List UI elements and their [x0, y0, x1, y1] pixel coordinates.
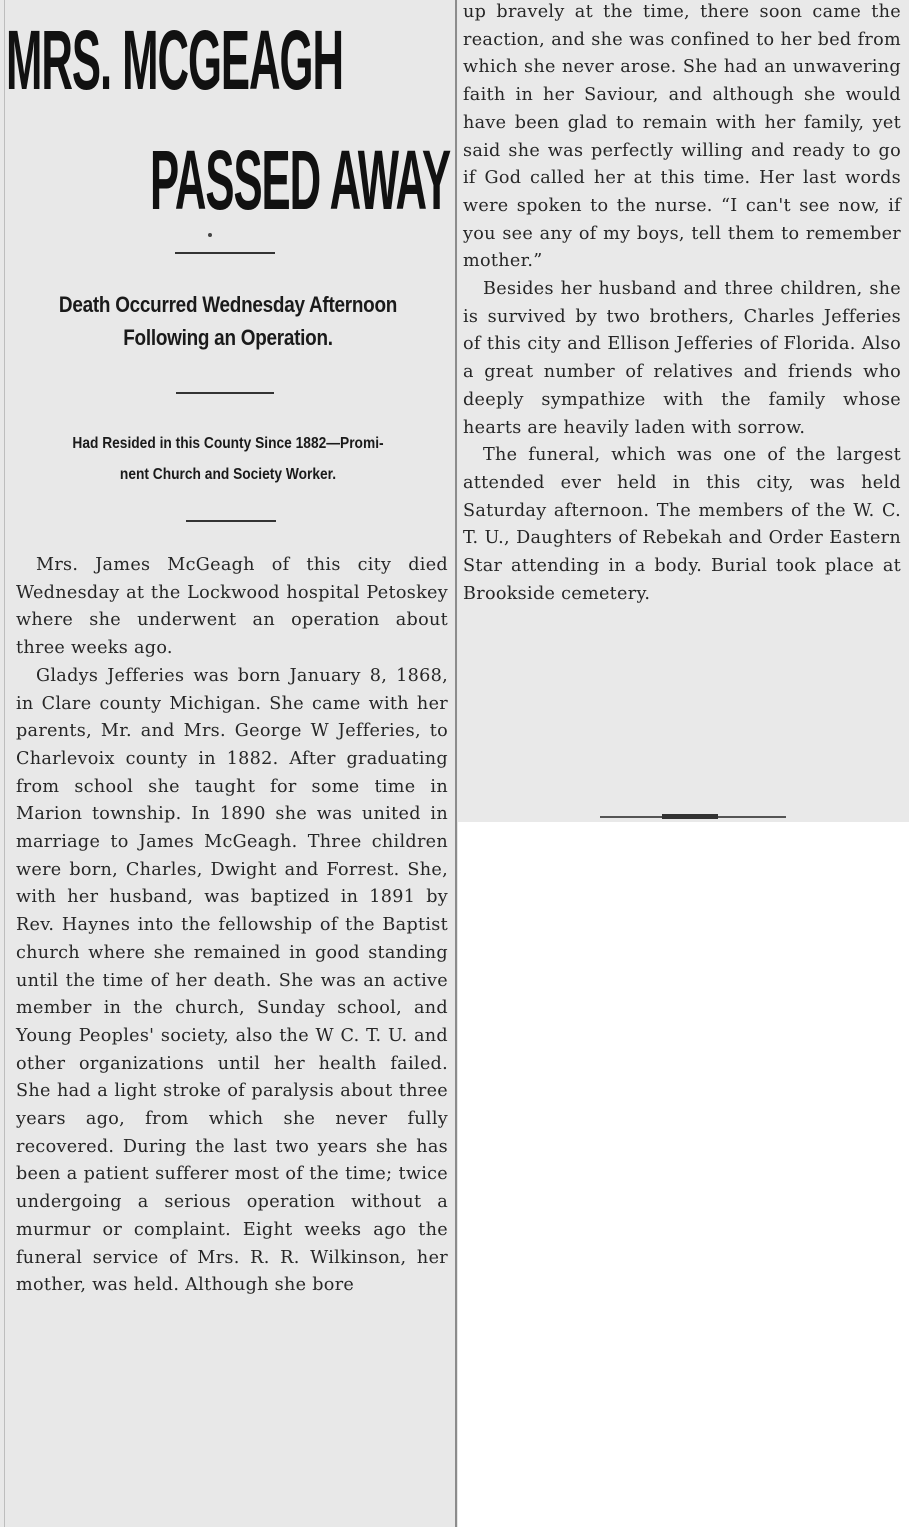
paragraph: Mrs. James McGeagh of this city died Wednesday at the Lockwood hospital Petoskey where she underwent an operation about three weeks ago.	[16, 555, 448, 659]
article-body-right	[463, 0, 901, 608]
secondary-subheadline-line-1: Had Resided in this County Since 1882—Promi-	[72, 435, 384, 452]
blank-area	[458, 822, 909, 1527]
paragraph: up bravely at the time, there soon came the reaction, and she was confined to her bed from which she never arose. She had an unwavering faith in her Saviour, and although she would have been glad to remain with her family, yet said she was perfectly willing and ready to go if God called her at this time. Her last words were spoken to the nurse. “I can't see now, if you see any of my boys, tell them to remember mother.”	[463, 2, 901, 272]
headline-line-1: MRS. MCGEAGH	[6, 13, 343, 107]
headline-line-2: PASSED AWAY	[150, 133, 451, 227]
column-divider	[455, 0, 457, 1527]
divider-rule	[175, 252, 275, 254]
end-mark-ornament	[662, 814, 718, 819]
paragraph: Gladys Jefferies was born January 8, 1868, in Clare county Michigan. She came with her parents, Mr. and Mrs. George W Jefferies, to Charlevoix county in 1882. After graduating from school she taught for some time in Marion township. In 1890 she was united in marriage to James McGeagh. Three children were born, Charles, Dwight and Forrest. She, with her husband, was baptized in 1891 by Rev. Haynes into the fellowship of the Baptist church where she remained in good standing until the time of her death. She was an active member in the church, Sunday school, and Young Peoples' society, also the W C. T. U. and other organizations until her health failed. She had a light stroke of paralysis about three years ago, from which she never fully recovered. During the last two years she has been a patient sufferer most of the time; twice undergoing a serious operation without a murmur or complaint. Eight weeks ago the funeral service of Mrs. R. R. Wilkinson, her mother, was held. Although she bore	[16, 665, 448, 1296]
left-edge-line	[4, 0, 5, 1527]
subheadline-line-2: Following an Operation.	[123, 325, 333, 350]
subheadline	[0, 288, 456, 354]
divider-rule	[176, 392, 274, 394]
secondary-subheadline	[0, 428, 456, 490]
paragraph: Besides her husband and three children, she is survived by two brothers, Charles Jefferies of this city and Ellison Jefferies of Florida. Also a great number of relatives and friends who deeply sympathize with the family whose hearts are heavily laden with sorrow.	[463, 279, 901, 438]
divider-rule	[186, 520, 276, 522]
ornament-dot	[208, 233, 212, 237]
paragraph: The funeral, which was one of the largest attended ever held in this city, was held Saturday afternoon. The members of the W. C. T. U., Daughters of Rebekah and Order Eastern Star attending in a body. Burial took place at Brookside cemetery.	[463, 445, 901, 604]
secondary-subheadline-line-2: nent Church and Society Worker.	[119, 466, 337, 483]
article-body-left	[16, 552, 448, 1300]
subheadline-line-1: Death Occurred Wednesday Afternoon	[58, 292, 398, 317]
